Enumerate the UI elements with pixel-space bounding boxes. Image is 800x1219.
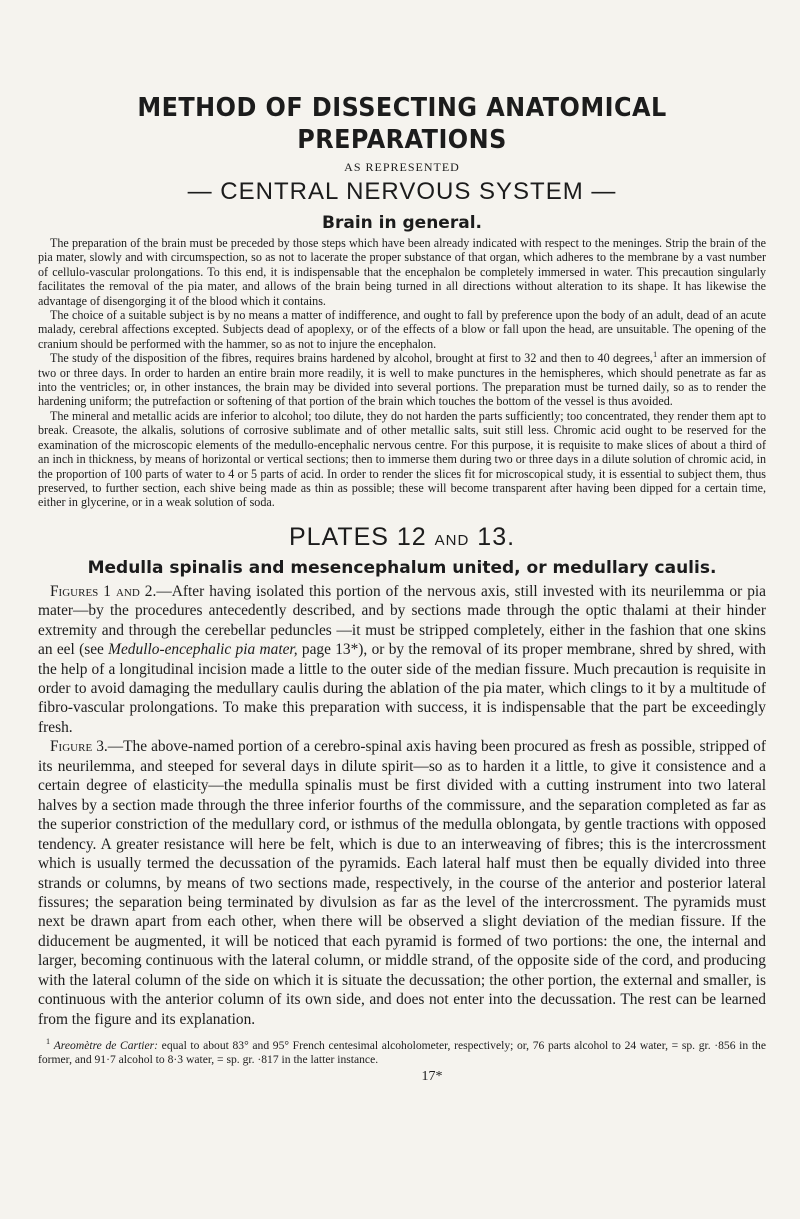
page-title: METHOD OF DISSECTING ANATOMICAL PREPARATIONS [137, 93, 667, 155]
figure-3-paragraph [38, 737, 766, 1029]
brain-paragraph-1: The preparation of the brain must be preceded by those steps which have been already indicated with respect to the meninges. Strip the brain of the pia mater, slowly and with circumspection, so as not to lacerate the proper substance of that organ, which adheres to the membrane by a vast number of cellulo-vascular prolongations. To this end, it is indispensable that the encephalon be completely immersed in water. This precaution singularly facilitates the removal of the pia mater, and allows of the brain being turned in all directions without alteration to its shape. It has likewise the advantage of disengorging it of the blood which it contains. [38, 236, 766, 308]
system-title: — CENTRAL NERVOUS SYSTEM — [187, 178, 617, 205]
figures-1-2-text-a: —After having isolated this portion of the nervous axis, still invested with its neurilemma or pia mater—by the procedures antecedently described, and by sections made through the optic thalami at their hinder extremity and through the cerebellar peduncles —it must be stripped completely, either in the fashion that one skins an eel (see [38, 582, 766, 659]
figures-1-2-text-b: page 13*), or by the removal of its proper membrane, shred by shred, with the help of a longitudinal incision made a little to the outer side of the median fissure. Much precaution is requisite in order to avoid damaging the medullary caulis during the ablation of the pia mater, which clings to it by a multitude of fibro-vascular prolongations. To make this preparation with success, it is indispensable that the part be exceedingly fresh. [38, 641, 766, 736]
figures-1-2-paragraph [38, 582, 766, 738]
figures-1-2-italic-ref: Medullo-encephalic pia mater, [108, 641, 298, 659]
footnote-text: equal to about 83° and 95° French centesimal alcoholometer, respectively; or, 76 parts alcohol to 24 water, = sp. gr. ·856 in the former, and 91·7 alcohol to 8·3 water, = sp. gr. ·817 in the latter instance. [38, 1039, 766, 1067]
figure-3-label: Figure 3. [50, 738, 108, 756]
brain-paragraph-4: The mineral and metallic acids are inferior to alcohol; too dilute, they do not harden the parts sufficiently; too concentrated, they render them apt to break. Creasote, the alkalis, solutions of corrosive sublimate and of other metallic salts, suit still less. Chromic acid ought to be reserved for the examination of the microscopic elements of the medullo-encephalic nervous centre. For this purpose, it is requisite to make slices of about a third of an inch in thickness, by means of horizontal or vertical sections; then to immerse them during two or three days in a dilute solution of chromic acid, in the proportion of 100 parts of water to 4 or 5 parts of acid. In order to render the slices fit for microscopical study, it is essential to subject them, thus preserved, to further section, each shive being made as thin as possible; these will become transparent after having been dipped for a certain time, either in glycerine, or in a weak solution of soda. [38, 408, 766, 510]
section-heading-brain: Brain in general. [322, 213, 482, 233]
footnote-marker: 1 [46, 1037, 51, 1047]
plates-title [38, 522, 766, 556]
brain-paragraph-3-start: The study of the disposition of the fibres, requires brains hardened by alcohol, brought at first to 32 and then to 40 degrees, [50, 351, 653, 366]
document-page [38, 92, 766, 1085]
plates-title-main: PLATES 12 [288, 522, 427, 551]
footnote-italic: Areomètre de Cartier: [53, 1039, 159, 1053]
footnote-reference: 1 [652, 349, 658, 360]
plates-title-and: AND [434, 531, 470, 549]
figures-1-2-label: Figures 1 and 2. [50, 582, 157, 600]
brain-paragraph-3-end: after an immersion of two or three days. In order to harden an entire brain more readily, it is well to make punctures in the hemispheres, which should penetrate as far as into the ventricles; or, in other instances, the brain may be divided into several portions. The preparation must be turned daily, so as to render the hardening uniform; the putrefaction or softening of that portion of the brain which touches the bottom of the vessel is thus avoided. [38, 351, 766, 409]
footnote [38, 1039, 766, 1067]
plates-subtitle: Medulla spinalis and mesencephalum united, or medullary caulis. [87, 557, 717, 578]
figure-3-text: —The above-named portion of a cerebro-spinal axis having been procured as fresh as possible, stripped of its neurilemma, and steeped for several days in dilute spirit—so as to harden it a little, to give it consistence and a certain degree of elasticity—the medulla spinalis must be first divided with a cutting instrument into two lateral halves by a section made through the three inferior fourths of the commissure, and the separation completed as far as the superior constriction of the medullary cord, or isthmus of the medulla oblongata, by gentle tractions with opposed tendency. A greater resistance will here be felt, which is due to an interweaving of fibres; this is the intercrossment which is usually termed the decussation of the pyramids. Each lateral half must then be equally divided into three strands or columns, by means of two sections made, respectively, in the course of the anterior and posterior lateral fissures; the separation being terminated by divulsion as far as the level of the intercrossment. The pyramids must next be drawn apart from each other, when there will be observed a slight deviation of the median fissure. If the diducement be augmented, it will be noticed that each pyramid is formed of two portions: the one, the internal and larger, becoming continuous with the lateral column, or middle strand, of the opposite side of the cord, and producing with the lateral column of the side on which it is situate the decussation; the other portion, the external and smaller, is continuous with the anterior column of its own side, and does not enter into the decussation. The rest can be learned from the figure and its explanation. [38, 738, 766, 1028]
page-subtitle: AS REPRESENTED [344, 160, 460, 174]
brain-paragraph-2: The choice of a suitable subject is by no means a matter of indifference, and ought to fall by preference upon the body of an adult, dead of an acute malady, cerebral affections excepted. Subjects dead of apoplexy, or of the effects of a blow or fall upon the head, are unsuitable. The opening of the cranium should be performed with the hammer, so as not to injure the encephalon. [38, 308, 766, 351]
page-number: 17* [421, 1069, 443, 1085]
plates-title-number: 13. [477, 522, 516, 551]
brain-paragraph-3 [38, 351, 766, 409]
